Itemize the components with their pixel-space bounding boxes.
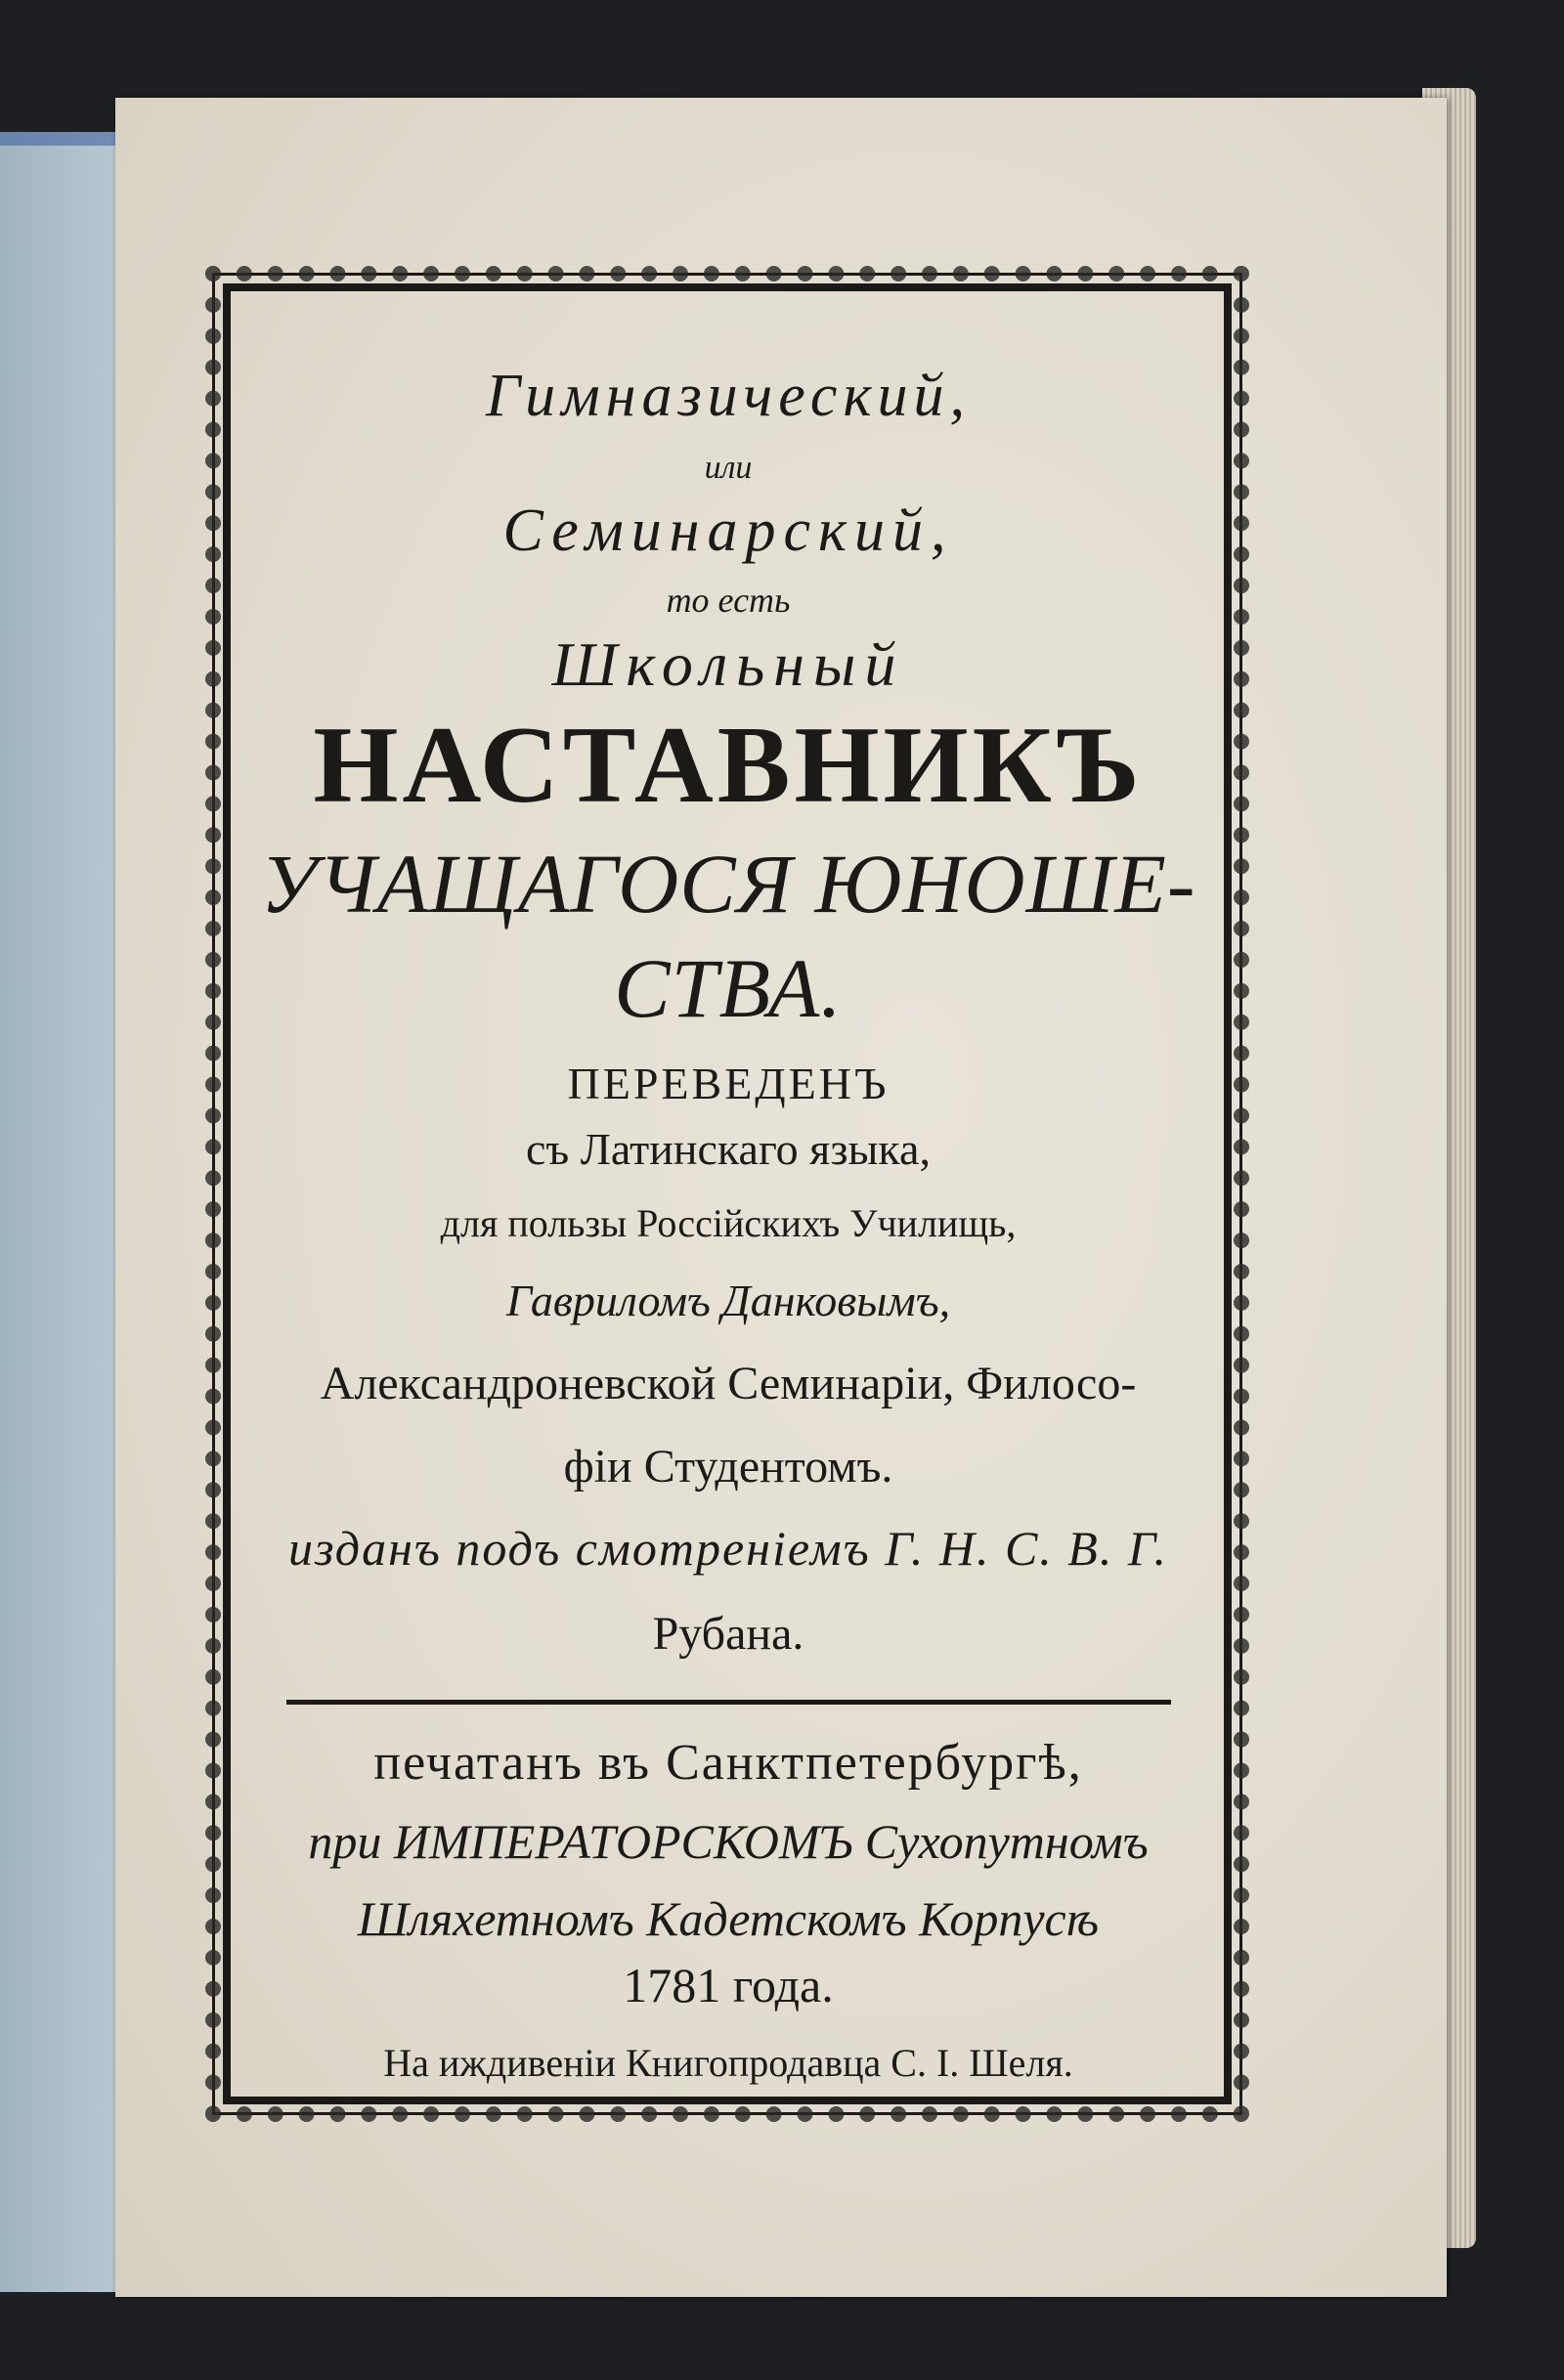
title-main-word: НАСТАВНИКЪ: [313, 704, 1144, 826]
title-page-text: [244, 332, 1212, 2086]
translator-line: Гавриломъ Данковымъ,: [505, 1276, 951, 1326]
translated-line: ПЕРЕВЕДЕНЪ: [567, 1059, 890, 1109]
imprint-bookseller: На иждивеніи Книгопродавца С. І. Шеля.: [383, 2041, 1073, 2086]
title-line-gymnasium: Гимназический,: [486, 363, 971, 429]
title-line-youth-1: УЧАЩАГОСЯ ЮНОШЕ-: [260, 837, 1196, 931]
affiliation-line-1: Александроневской Семинаріи, Филосо-: [320, 1357, 1137, 1409]
editor-line-2: Рубана.: [652, 1607, 804, 1660]
editor-line-1: изданъ подъ смотреніемъ Г. Н. С. В. Г.: [287, 1521, 1169, 1577]
title-line-that-is: то есть: [666, 580, 791, 620]
imprint-year: 1781 года.: [623, 1957, 834, 2012]
imprint-press-1: при ИМПЕРАТОРСКОМЪ Сухопутномъ: [308, 1813, 1149, 1869]
purpose-line: для пользы Россійскихъ Училищь,: [440, 1201, 1017, 1246]
title-line-school: Школьный: [551, 629, 905, 700]
from-latin-line: съ Латинскаго языка,: [526, 1124, 931, 1175]
imprint-press-2: Шляхетномъ Кадетскомъ Корпусѣ: [357, 1891, 1100, 1947]
title-line-youth-2: СТВА.: [614, 941, 843, 1036]
title-line-or: или: [704, 450, 753, 487]
affiliation-line-2: фіи Студентомъ.: [563, 1441, 893, 1493]
divider-rule: [286, 1700, 1171, 1705]
imprint-place: печатанъ въ Санктпетербургѣ,: [373, 1734, 1083, 1791]
title-line-seminary: Семинарский,: [502, 498, 954, 565]
